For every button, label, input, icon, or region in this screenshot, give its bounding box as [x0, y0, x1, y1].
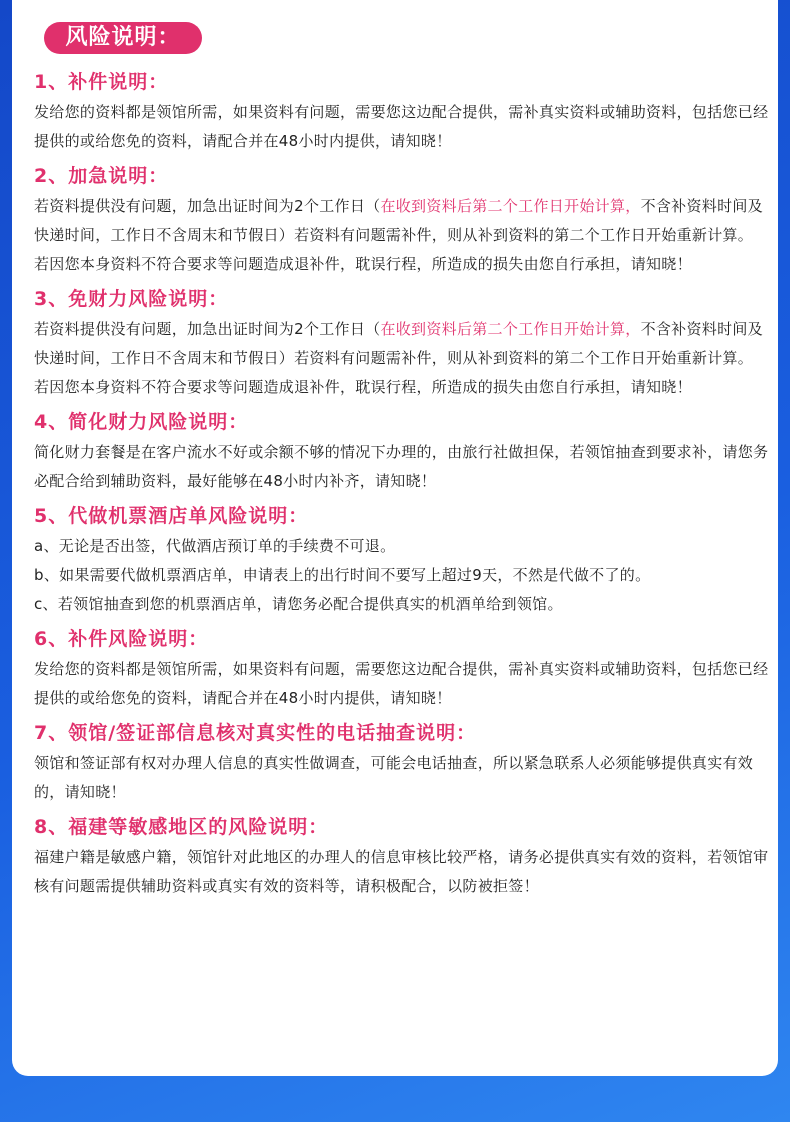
section-title: 7、领馆/签证部信息核对真实性的电话抽查说明： — [34, 722, 477, 744]
section-paragraph: 发给您的资料都是领馆所需，如果资料有问题，需要您这边配合提供，需补真实资料或辅助资料，包括您已经提供的或给您免的资料，请配合并在48小时内提供，请知晓！ — [34, 660, 769, 707]
paragraph-text: 若资料提供没有问题，加急出证时间为2个工作日（ — [34, 320, 381, 338]
section-paragraph — [34, 315, 774, 373]
section-paragraph — [34, 192, 774, 250]
section-title: 3、免财力风险说明： — [34, 288, 229, 310]
section-paragraph: 若因您本身资料不符合要求等问题造成退补件，耽误行程，所造成的损失由您自行承担，请知晓！ — [34, 378, 692, 396]
section-title: 8、福建等敏感地区的风险说明： — [34, 816, 329, 838]
section-paragraph: 简化财力套餐是在客户流水不好或余额不够的情况下办理的，由旅行社做担保，若领馆抽查到要求补，请您务必配合给到辅助资料，最好能够在48小时内补齐，请知晓！ — [34, 443, 769, 490]
section-no-financial — [34, 283, 774, 402]
section-simplified-financial — [34, 406, 774, 496]
paragraph-text: 不含补资料时间及快递时间，工作日不含周末和节假日）若资料有问题需补件，则从补到资料的第二个工作日开始重新计算。 — [34, 320, 763, 367]
section-paragraph: 若因您本身资料不符合要求等问题造成退补件，耽误行程，所造成的损失由您自行承担，请知晓！ — [34, 255, 692, 273]
section-paragraph: 发给您的资料都是领馆所需，如果资料有问题，需要您这边配合提供，需补真实资料或辅助资料，包括您已经提供的或给您免的资料，请配合并在48小时内提供，请知晓！ — [34, 103, 769, 150]
paragraph-text: 若资料提供没有问题，加急出证时间为2个工作日（ — [34, 197, 381, 215]
section-phone-check — [34, 717, 774, 807]
section-title: 2、加急说明： — [34, 165, 169, 187]
risk-notice-card — [12, 0, 778, 1076]
section-paragraph: a、无论是否出签，代做酒店预订单的手续费不可退。 — [34, 537, 396, 555]
section-urgent — [34, 160, 774, 279]
risk-notice-content — [34, 66, 774, 901]
section-paragraph: b、如果需要代做机票酒店单，申请表上的出行时间不要写上超过9天，不然是代做不了的。 — [34, 566, 651, 584]
section-title: 1、补件说明： — [34, 71, 169, 93]
section-title: 4、简化财力风险说明： — [34, 411, 249, 433]
section-paragraph: c、若领馆抽查到您的机票酒店单，请您务必配合提供真实的机酒单给到领馆。 — [34, 595, 563, 613]
section-paragraph: 福建户籍是敏感户籍，领馆针对此地区的办理人的信息审核比较严格，请务必提供真实有效的资料，若领馆审核有问题需提供辅助资料或真实有效的资料等，请积极配合，以防被拒签！ — [34, 848, 769, 895]
highlight-text: 在收到资料后第二个工作日开始计算， — [380, 197, 641, 215]
highlight-text: 在收到资料后第二个工作日开始计算， — [380, 320, 641, 338]
section-sensitive-region — [34, 811, 774, 901]
paragraph-text: 不含补资料时间及快递时间，工作日不含周末和节假日）若资料有问题需补件，则从补到资料的第二个工作日开始重新计算。 — [34, 197, 763, 244]
section-supplement-risk — [34, 623, 774, 713]
section-title: 6、补件风险说明： — [34, 628, 209, 650]
section-booking-proxy — [34, 500, 774, 619]
section-title: 5、代做机票酒店单风险说明： — [34, 505, 309, 527]
section-supplement — [34, 66, 774, 156]
risk-notice-badge: 风险说明： — [44, 22, 202, 54]
section-paragraph: 领馆和签证部有权对办理人信息的真实性做调查，可能会电话抽查，所以紧急联系人必须能够提供真实有效的，请知晓！ — [34, 754, 754, 801]
